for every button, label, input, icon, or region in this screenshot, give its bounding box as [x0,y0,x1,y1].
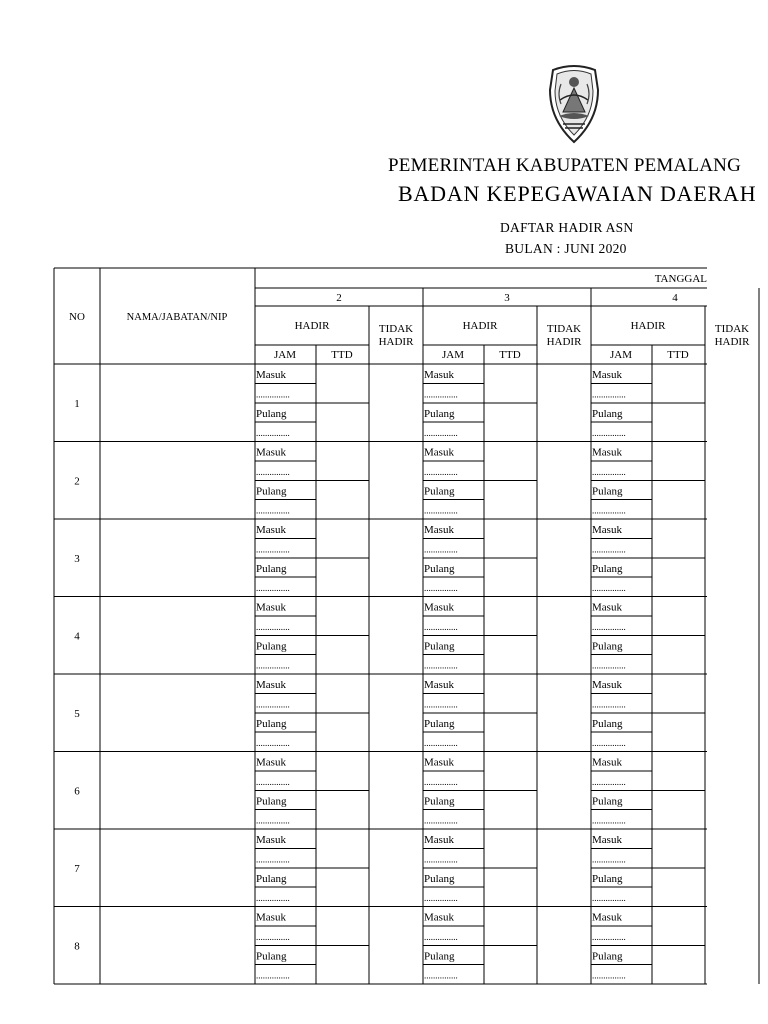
time-placeholder: ............... [592,738,626,749]
date-label: 4 [672,292,678,304]
time-placeholder: ............... [592,854,626,865]
time-placeholder: ............... [424,544,458,555]
time-placeholder: ............... [256,931,290,942]
masuk-label: Masuk [592,601,622,614]
hadir-header: HADIR [462,320,498,332]
pulang-label: Pulang [592,562,623,575]
pulang-label: Pulang [256,872,287,885]
ttd-header: TTD [499,349,521,361]
time-placeholder: ............... [424,466,458,477]
time-placeholder: ............... [256,389,290,400]
masuk-label: Masuk [256,834,286,846]
time-placeholder: ............... [256,583,290,594]
header-line-2: BADAN KEPEGAWAIAN DAERAH [398,181,757,206]
pulang-label: Pulang [592,950,623,963]
time-placeholder: ............... [424,505,458,516]
masuk-label: Masuk [592,679,622,691]
time-placeholder: ............... [256,621,290,632]
row-number: 3 [74,553,80,565]
time-placeholder: ............... [256,776,290,787]
time-placeholder: ............... [256,699,290,710]
time-placeholder: ............... [592,544,626,555]
masuk-label: Masuk [592,524,622,536]
header-tanggal: TANGGAL [654,273,707,285]
pulang-label: Pulang [424,950,455,963]
time-placeholder: ............... [592,505,626,516]
time-placeholder: ............... [256,428,290,439]
time-placeholder: ............... [424,660,458,671]
masuk-label: Masuk [424,756,454,769]
time-placeholder: ............... [592,699,626,710]
pulang-label: Pulang [256,640,287,653]
time-placeholder: ............... [592,389,626,400]
row-number: 8 [74,940,80,953]
time-placeholder: ............... [424,970,458,981]
time-placeholder: ............... [592,466,626,477]
time-placeholder: ............... [592,583,626,594]
time-placeholder: ............... [592,970,626,981]
pulang-label: Pulang [256,485,287,498]
masuk-label: Masuk [424,911,454,924]
masuk-label: Masuk [256,369,286,381]
jam-header: JAM [273,349,297,361]
masuk-label: Masuk [424,446,454,459]
header-nama: NAMA/JABATAN/NIP [126,312,228,323]
time-placeholder: ............... [256,738,290,749]
time-placeholder: ............... [592,893,626,904]
masuk-label: Masuk [256,679,286,691]
pulang-label: Pulang [424,485,455,498]
time-placeholder: ............... [424,583,458,594]
time-placeholder: ............... [424,428,458,439]
jam-header: JAM [441,349,465,361]
masuk-label: Masuk [256,446,286,459]
masuk-label: Masuk [424,524,454,536]
masuk-label: Masuk [424,601,454,614]
masuk-label: Masuk [592,911,622,924]
pulang-label: Pulang [424,640,455,653]
pulang-label: Pulang [424,795,455,808]
masuk-label: Masuk [256,911,286,924]
time-placeholder: ............... [424,389,458,400]
time-placeholder: ............... [256,854,290,865]
date-label: 2 [336,292,342,304]
time-placeholder: ............... [424,854,458,865]
tidak-hadir-header: TIDAK [378,323,414,335]
time-placeholder: ............... [256,893,290,904]
pulang-label: Pulang [424,717,455,730]
pulang-label: Pulang [424,872,455,885]
masuk-label: Masuk [256,601,286,614]
pulang-label: Pulang [592,795,623,808]
ttd-header: TTD [667,349,689,361]
masuk-label: Masuk [256,756,286,769]
masuk-label: Masuk [424,834,454,846]
tidak-hadir-header: HADIR [714,336,750,348]
pulang-label: Pulang [424,562,455,575]
tidak-hadir-header: HADIR [378,336,414,348]
time-placeholder: ............... [256,660,290,671]
row-number: 5 [74,708,80,720]
time-placeholder: ............... [256,544,290,555]
masuk-label: Masuk [256,524,286,536]
masuk-label: Masuk [424,369,454,381]
masuk-label: Masuk [424,679,454,691]
pulang-label: Pulang [256,795,287,808]
row-number: 6 [74,785,80,798]
row-number: 4 [74,630,80,643]
tidak-hadir-header: TIDAK [714,323,750,335]
pulang-label: Pulang [592,872,623,885]
date-label: 3 [504,292,510,304]
time-placeholder: ............... [592,660,626,671]
time-placeholder: ............... [424,931,458,942]
hadir-header: HADIR [294,320,330,332]
pulang-label: Pulang [424,407,455,420]
time-placeholder: ............... [424,621,458,632]
time-placeholder: ............... [424,815,458,826]
time-placeholder: ............... [592,428,626,439]
pulang-label: Pulang [256,562,287,575]
pulang-label: Pulang [592,717,623,730]
ttd-header: TTD [331,349,353,361]
time-placeholder: ............... [424,738,458,749]
jam-header: JAM [609,349,633,361]
time-placeholder: ............... [424,893,458,904]
pulang-label: Pulang [256,717,287,730]
time-placeholder: ............... [424,776,458,787]
row-number: 1 [74,398,80,410]
masuk-label: Masuk [592,446,622,459]
time-placeholder: ............... [256,505,290,516]
row-number: 7 [74,863,80,875]
time-placeholder: ............... [592,815,626,826]
masuk-label: Masuk [592,834,622,846]
pulang-label: Pulang [256,407,287,420]
time-placeholder: ............... [592,621,626,632]
hadir-header: HADIR [630,320,666,332]
month-label: BULAN : JUNI 2020 [505,241,627,256]
attendance-title: DAFTAR HADIR ASN [500,220,634,235]
tidak-hadir-header: TIDAK [546,323,582,335]
pulang-label: Pulang [592,407,623,420]
pulang-label: Pulang [256,950,287,963]
pulang-label: Pulang [592,640,623,653]
masuk-label: Masuk [592,369,622,381]
time-placeholder: ............... [256,815,290,826]
pulang-label: Pulang [592,485,623,498]
time-placeholder: ............... [256,970,290,981]
tidak-hadir-header: HADIR [546,336,582,348]
row-number: 2 [74,475,80,488]
masuk-label: Masuk [592,756,622,769]
header-line-1: PEMERINTAH KABUPATEN PEMALANG [388,155,741,176]
time-placeholder: ............... [592,931,626,942]
time-placeholder: ............... [256,466,290,477]
header-no: NO [69,311,85,323]
time-placeholder: ............... [424,699,458,710]
time-placeholder: ............... [592,776,626,787]
